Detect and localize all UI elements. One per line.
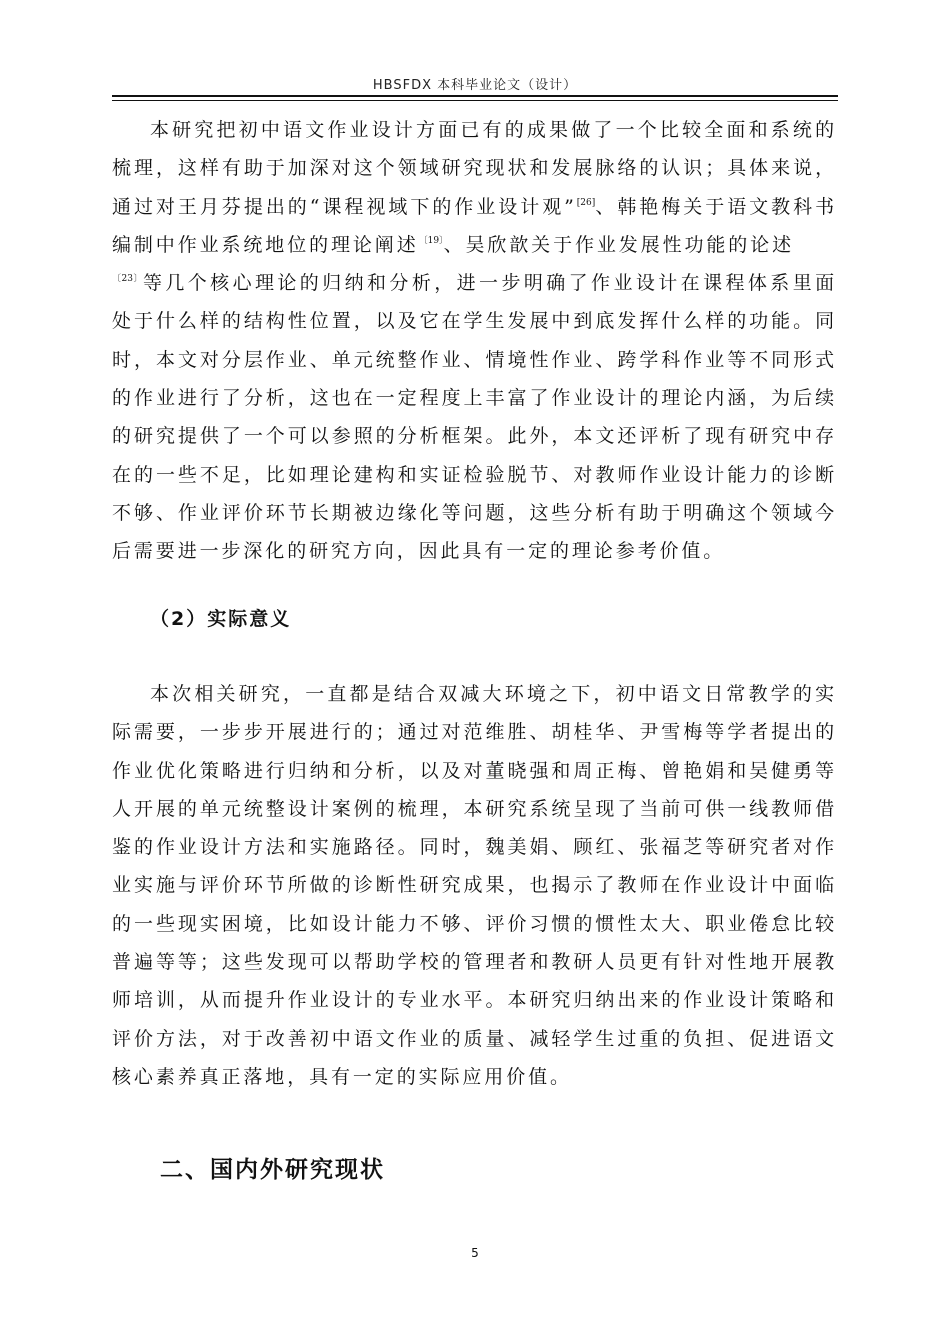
citation: 〔19〕	[418, 235, 444, 246]
paragraph-text: 本研究把初中语文作业设计方面已有的成果做了一个比较全面和系统的梳理，这样有助于加深对这个领域研究现状和发展脉络的认识；具体来说，通过对王月芬提出的“课程视域下的作业设计观”	[112, 119, 837, 218]
subheading-practical-significance: （2）实际意义	[150, 608, 292, 630]
paragraph-text: 、韩艳梅关于语文教科书编制中作业系统地位的理论阐述	[112, 195, 837, 256]
citation: [26]	[576, 197, 596, 208]
paragraph-theoretical-significance	[112, 111, 837, 571]
paragraph-practical-significance: 本次相关研究，一直都是结合双减大环境之下，初中语文日常教学的实际需要，一步步开展进行的；通过对范维胜、胡桂华、尹雪梅等学者提出的作业优化策略进行归纳和分析，以及对董晓强和周正梅、曾艳娟和吴健勇等人开展的单元统整设计案例的梳理，本研究系统呈现了当前可供一线教师借鉴的作业设计方法和实施路径。同时，魏美娟、顾红、张福芝等研究者对作业实施与评价环节所做的诊断性研究成果，也揭示了教师在作业设计中面临的一些现实困境，比如设计能力不够、评价习惯的惯性太大、职业倦怠比较普遍等等；这些发现可以帮助学校的管理者和教研人员更有针对性地开展教师培训，从而提升作业设计的专业水平。本研究归纳出来的作业设计策略和评价方法，对于改善初中语文作业的质量、减轻学生过重的负担、促进语文核心素养真正落地，具有一定的实际应用价值。	[112, 683, 837, 1088]
header-rule-thin	[112, 100, 838, 101]
paragraph-text: 等几个核心理论的归纳和分析，进一步明确了作业设计在课程体系里面处于什么样的结构性位置，以及它在学生发展中到底发挥什么样的功能。同时，本文对分层作业、单元统整作业、情境性作业、跨学科作业等不同形式的作业进行了分析，这也在一定程度上丰富了作业设计的理论内涵，为后续的研究提供了一个可以参照的分析框架。此外，本文还评析了现有研究中存在的一些不足，比如理论建构和实证检验脱节、对教师作业设计能力的诊断不够、作业评价环节长期被边缘化等问题，这些分析有助于明确这个领域今后需要进一步深化的研究方向，因此具有一定的理论参考价值。	[112, 272, 837, 563]
page-number: 5	[471, 1246, 479, 1260]
header-rule-thick	[112, 95, 838, 97]
page-header: HBSFDX 本科毕业论文（设计）	[372, 78, 578, 93]
section-heading: 二、国内外研究现状	[160, 1157, 385, 1183]
citation: 〔23〕	[112, 274, 143, 285]
paragraph-text: 、吴欣歆关于作业发展性功能的论述	[443, 233, 794, 256]
